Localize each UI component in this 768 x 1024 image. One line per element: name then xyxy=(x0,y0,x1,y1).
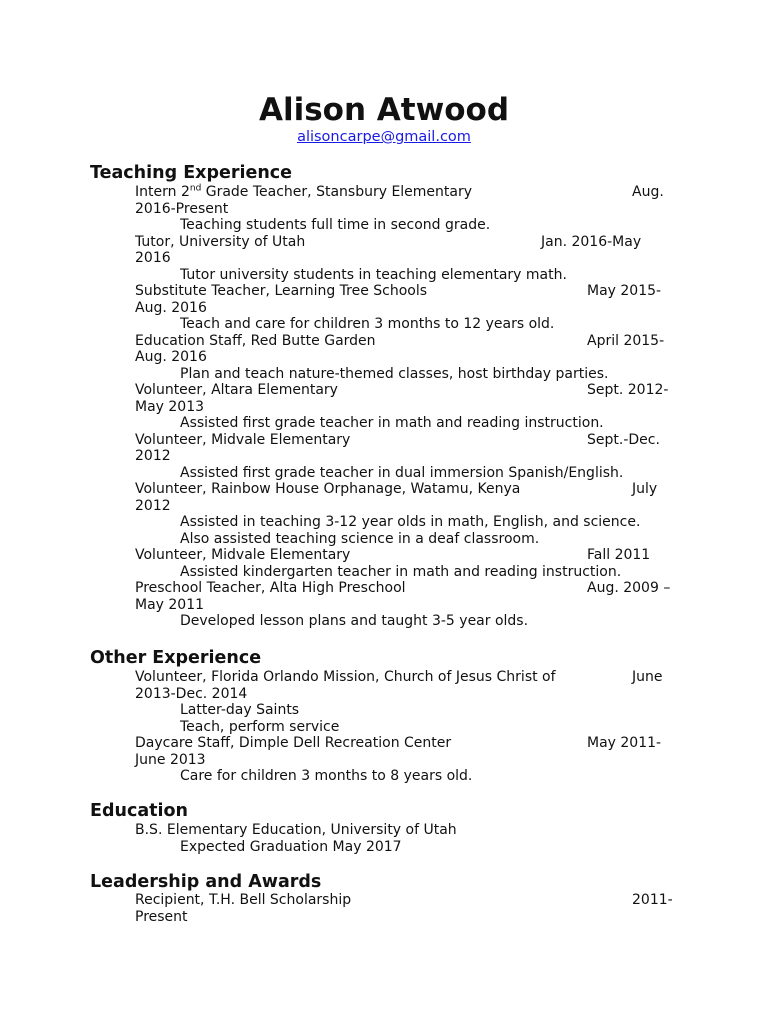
entry-date-continued: 2016 xyxy=(135,250,171,266)
entry-date-continued: 2012 xyxy=(135,448,171,464)
section-heading-education: Education xyxy=(90,801,188,821)
entry-date: Aug. xyxy=(632,184,664,200)
entry-date-continued: Aug. 2016 xyxy=(135,299,207,316)
section-heading-other: Other Experience xyxy=(90,648,262,668)
entry-date: Sept. 2012- xyxy=(587,382,669,398)
entry-detail: Assisted first grade teacher in dual immersion Spanish/English. xyxy=(180,464,624,481)
entry-date: Sept.-Dec. xyxy=(587,431,660,448)
entry-detail: Teaching students full time in second grade. xyxy=(180,217,491,233)
entry-detail: Developed lesson plans and taught 3-5 year olds. xyxy=(180,613,529,629)
entry-role: Volunteer, Rainbow House Orphanage, Watamu, Kenya xyxy=(135,481,521,497)
entry-date: Jan. 2016-May xyxy=(541,233,642,250)
entry-detail: Expected Graduation May 2017 xyxy=(180,838,402,855)
entry-detail: Assisted in teaching 3-12 year olds in math, English, and science. xyxy=(180,514,641,530)
entry-role: Preschool Teacher, Alta High Preschool xyxy=(135,580,406,596)
entry-date: June xyxy=(632,669,663,685)
entry-date: Fall 2011 xyxy=(587,547,651,563)
entry-detail: Care for children 3 months to 8 years old. xyxy=(180,768,473,784)
entry-role: Daycare Staff, Dimple Dell Recreation Center xyxy=(135,735,452,751)
entry-date: May 2011- xyxy=(587,735,662,751)
entry-role: Substitute Teacher, Learning Tree Schools xyxy=(135,283,428,299)
section-heading-leadership: Leadership and Awards xyxy=(90,872,322,892)
entry-detail: Teach, perform service xyxy=(180,718,340,735)
entry-role: Recipient, T.H. Bell Scholarship xyxy=(135,892,352,908)
entry-date: July xyxy=(632,481,658,497)
section-heading-teaching: Teaching Experience xyxy=(90,163,293,183)
entry-role: B.S. Elementary Education, University of Utah xyxy=(135,822,457,838)
entry-date-continued: June 2013 xyxy=(135,751,206,768)
entry-date-continued: May 2011 xyxy=(135,596,205,613)
entry-date: April 2015- xyxy=(587,332,665,349)
entry-role: Intern 2nd Grade Teacher, Stansbury Elementary xyxy=(135,183,473,200)
entry-date: 2011- xyxy=(632,892,673,908)
entry-role: Volunteer, Midvale Elementary xyxy=(135,431,351,448)
entry-detail: Plan and teach nature-themed classes, host birthday parties. xyxy=(180,365,609,382)
entry-date-continued: 2016-Present xyxy=(135,200,229,217)
entry-role: Volunteer, Florida Orlando Mission, Church of Jesus Christ of xyxy=(135,669,556,685)
entry-detail: Tutor university students in teaching elementary math. xyxy=(180,266,567,283)
entry-detail: Teach and care for children 3 months to 12 years old. xyxy=(180,316,555,332)
email-link[interactable]: alisoncarpe@gmail.com xyxy=(297,129,471,145)
entry-role: Education Staff, Red Butte Garden xyxy=(135,332,376,349)
entry-date-continued: Aug. 2016 xyxy=(135,349,207,365)
entry-role: Tutor, University of Utah xyxy=(135,233,306,250)
candidate-name: Alison Atwood xyxy=(258,92,510,128)
entry-detail: Latter-day Saints xyxy=(180,702,300,718)
entry-role: Volunteer, Midvale Elementary xyxy=(135,547,351,563)
entry-detail: Assisted first grade teacher in math and reading instruction. xyxy=(180,415,604,431)
entry-date: May 2015- xyxy=(587,283,662,299)
entry-date-continued: Present xyxy=(135,908,188,925)
entry-detail: Also assisted teaching science in a deaf classroom. xyxy=(180,530,540,547)
entry-date-continued: 2013-Dec. 2014 xyxy=(135,685,248,702)
entry-detail: Assisted kindergarten teacher in math and reading instruction. xyxy=(180,563,622,580)
entry-date-continued: 2012 xyxy=(135,497,171,514)
entry-role: Volunteer, Altara Elementary xyxy=(135,382,338,398)
entry-date: Aug. 2009 – xyxy=(587,580,671,596)
entry-date-continued: May 2013 xyxy=(135,398,205,415)
